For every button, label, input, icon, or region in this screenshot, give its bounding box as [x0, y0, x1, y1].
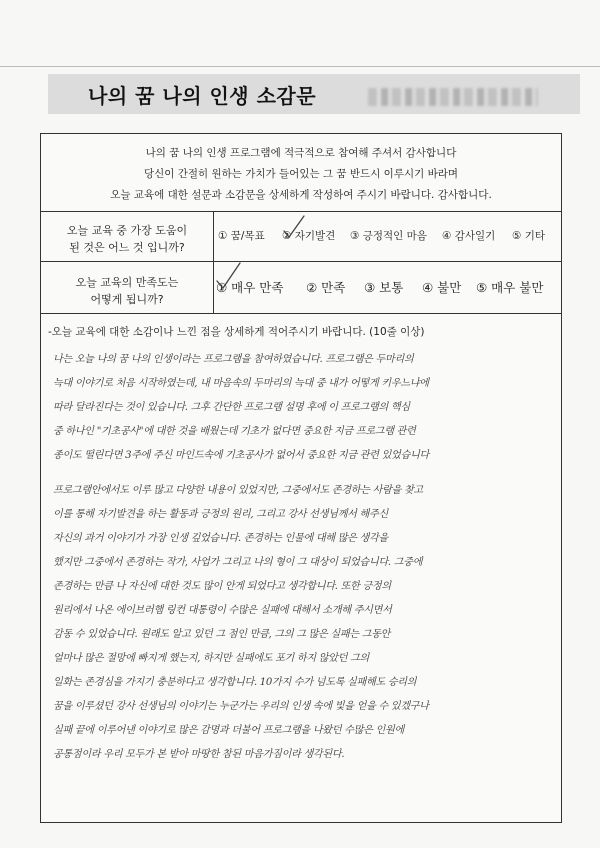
essay-line-3: 따라 달라진다는 것이 있습니다. 그후 간단한 프로그램 설명 후에 이 프로그램의 핵심 [53, 402, 410, 413]
essay-line-10: 존경하는 만큼 나 자신에 대한 것도 많이 안게 되었다고 생각합니다. 또한 긍정의 [53, 581, 391, 592]
intro-line-3: 오늘 교육에 대한 설문과 소감문을 상세하게 작성하여 주시기 바랍니다. 감사합니다. [110, 189, 492, 201]
essay-line-5: 종이도 떨린다면 3주에 주신 마인드속에 기초공사가 없어서 중요한 지금 관련 있었습니다 [53, 450, 430, 461]
question2-options [214, 261, 561, 313]
q1-option-self-discovery[interactable]: ② 자기발견 [282, 230, 336, 242]
question1-label [41, 211, 214, 261]
essay-line-7: 이를 통해 자기발견을 하는 활동과 긍정의 원리, 그리고 강사 선생님께서 해주신 [53, 509, 388, 520]
question1-row [41, 211, 561, 262]
essay-prompt: -오늘 교육에 대한 소감이나 느낀 점을 상세하게 적어주시기 바랍니다. (10줄 이상) [48, 326, 425, 338]
intro-section [41, 134, 561, 212]
q2-option-very-dissatisfied[interactable]: ⑤ 매우 불만 [476, 280, 544, 295]
q2-check-mark-icon [214, 261, 244, 291]
essay-line-4: 중 하나인 "기초공사"에 대한 것을 배웠는데 기초가 없다면 중요한 지금 프로그램 관련 [53, 426, 416, 437]
redacted-name [368, 88, 538, 106]
question1-label-line-2: 된 것은 어느 것 입니까? [69, 241, 185, 254]
question2-row [41, 261, 561, 314]
q1-option-dream-goal[interactable]: ① 꿈/목표 [218, 230, 265, 242]
essay-line-1: 나는 오늘 나의 꿈 나의 인생이라는 프로그램을 참여하였습니다. 프로그램은 두마리의 [53, 354, 414, 365]
essay-line-8: 자신의 과거 이야기가 가장 인생 깊었습니다. 존경하는 인물에 대해 많은 생각을 [53, 533, 388, 544]
q2-option-dissatisfied[interactable]: ④ 불만 [422, 280, 462, 295]
q1-check-mark-icon [280, 213, 308, 241]
essay-line-16: 실패 끝에 이루어낸 이야기로 많은 감명과 더불어 프로그램을 나왔던 수많은 인원에 [53, 725, 404, 736]
essay-line-2: 늑대 이야기로 처음 시작하였는데, 내 마음속의 두마리의 늑대 중 내가 어떻게 키우느냐에 [53, 378, 429, 389]
top-rule [0, 66, 600, 67]
essay-line-15: 꿈을 이루셨던 강사 선생님의 이야기는 누군가는 우리의 인생 속에 빛을 얻을 수 있겠구나 [53, 701, 429, 712]
essay-line-14: 일화는 존경심을 가지기 충분하다고 생각합니다. 10가지 수가 넘도록 실패해도 승리의 [53, 677, 417, 688]
intro-line-2: 당신이 간절히 원하는 가치가 들어있는 그 꿈 반드시 이루시기 바라며 [143, 168, 459, 180]
essay-line-17: 공통점이라 우리 모두가 본 받아 마땅한 참된 마음가짐이라 생각된다. [53, 749, 345, 760]
question2-label [41, 261, 214, 313]
q2-option-satisfied[interactable]: ② 만족 [306, 280, 346, 295]
question2-label-line-1: 오늘 교육의 만족도는 [75, 276, 179, 289]
q2-option-neutral[interactable]: ③ 보통 [364, 280, 404, 295]
essay-line-13: 얼마나 많은 절망에 빠지게 했는지, 하지만 실패에도 포기 하지 않았던 그의 [53, 653, 370, 664]
q1-option-other[interactable]: ⑤ 기타 [512, 230, 546, 242]
question1-options [214, 211, 561, 261]
page-title: 나의 꿈 나의 인생 소감문 [88, 84, 317, 108]
essay-line-12: 감동 수 있었습니다. 원래도 알고 있던 그 점인 만큼, 그의 그 많은 실패는 그동안 [53, 629, 391, 640]
question1-label-line-1: 오늘 교육 중 가장 도움이 [66, 224, 188, 237]
essay-line-6: 프로그램안에서도 이루 많고 다양한 내용이 있었지만, 그중에서도 존경하는 사람을 찾고 [53, 485, 423, 496]
essay-line-11: 원리에서 나온 에이브러햄 링컨 대통령이 수많은 실패에 대해서 소개해 주시면서 [53, 605, 392, 616]
essay-line-9: 했지만 그중에서 존경하는 작가, 사업가 그리고 나의 형이 그 대상이 되었습니다. 그중에 [53, 557, 423, 568]
survey-form [40, 133, 562, 823]
q1-option-gratitude-journal[interactable]: ④ 감사일기 [442, 230, 496, 242]
q2-option-very-satisfied[interactable]: ① 매우 만족 [216, 280, 284, 295]
intro-line-1: 나의 꿈 나의 인생 프로그램에 적극적으로 참여해 주셔서 감사합니다 [145, 147, 457, 159]
question2-label-line-2: 어떻게 됩니까? [90, 293, 164, 306]
q1-option-positive-mind[interactable]: ③ 긍정적인 마음 [350, 230, 427, 242]
